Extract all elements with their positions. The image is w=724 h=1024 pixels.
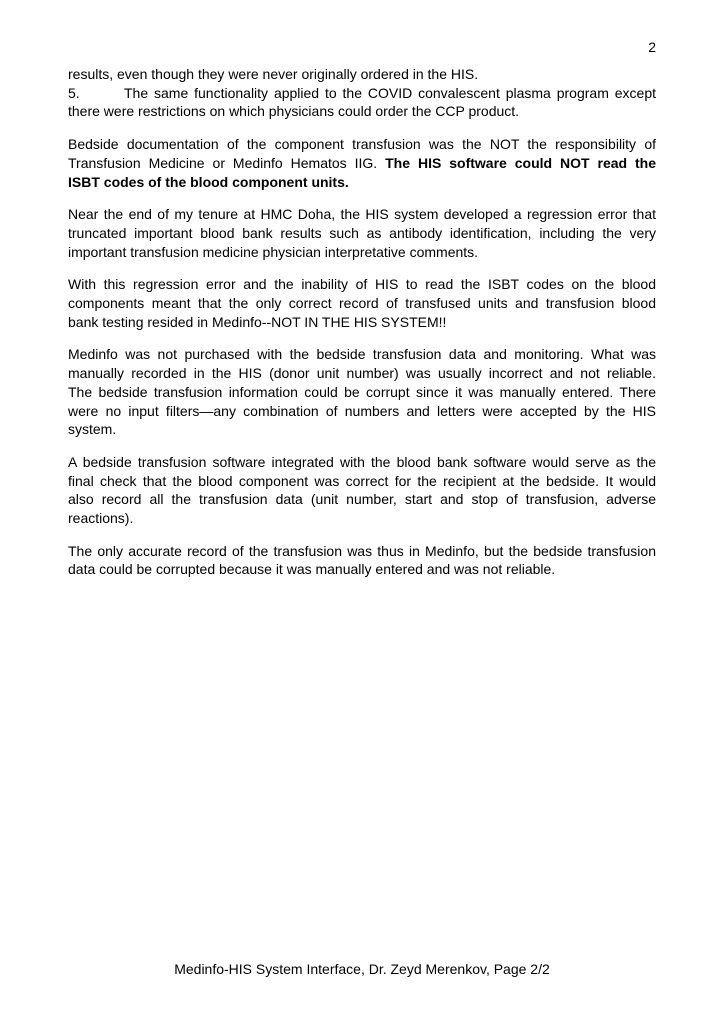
text-run: The only accurate record of the transfusion was thus in Medinfo, but the bedside transfusion: [68, 542, 656, 559]
paragraph: [68, 84, 656, 121]
bold-text-run: ISBT codes of the blood component units.: [68, 173, 349, 190]
text-line: [68, 490, 656, 509]
text-run: manually recorded in the HIS (donor unit number) was usually incorrect and not reliable.: [68, 365, 656, 382]
text-line: [68, 472, 656, 491]
paragraph: [68, 275, 656, 331]
paragraph: [68, 205, 656, 261]
paragraph: [68, 135, 656, 191]
text-line: [68, 313, 656, 332]
text-line: [68, 154, 656, 173]
text-run: data could be corrupted because it was manually entered and was not reliable.: [68, 561, 556, 578]
text-line: [68, 275, 656, 294]
paragraph: [68, 453, 656, 528]
text-run: Medinfo was not purchased with the bedside transfusion data and monitoring. What was: [68, 346, 656, 363]
text-run: there were restrictions on which physicians could order the CCP product.: [68, 103, 520, 120]
text-run: With this regression error and the inability of HIS to read the ISBT codes on the blood: [68, 276, 656, 293]
text-line: [68, 453, 656, 472]
text-run: system.: [68, 421, 117, 438]
text-line: [68, 383, 656, 402]
text-line: [68, 173, 656, 192]
text-run: The bedside transfusion information could be corrupt since it was manually entered. There: [68, 383, 656, 400]
text-line: [68, 205, 656, 224]
text-run: 5.: [68, 84, 80, 101]
paragraph: [68, 65, 656, 84]
text-line: [68, 65, 656, 84]
text-line: [68, 402, 656, 421]
paragraph: [68, 542, 656, 579]
page-footer: Medinfo-HIS System Interface, Dr. Zeyd Merenkov, Page 2/2: [174, 961, 550, 977]
text-line: [68, 542, 656, 561]
text-line: [68, 84, 656, 103]
text-run: were no input filters—any combination of numbers and letters were accepted by the HIS: [68, 402, 656, 419]
text-run: also record all the transfusion data (unit number, start and stop of transfusion, adverse: [68, 491, 656, 508]
text-run: Near the end of my tenure at HMC Doha, the HIS system developed a regression error that: [68, 206, 656, 223]
text-line: [68, 102, 656, 121]
text-run: Transfusion Medicine or Medinfo Hematos IIG.: [68, 154, 386, 171]
text-run: The same functionality applied to the COVID convalescent plasma program except: [124, 84, 656, 101]
document-blocks: [68, 65, 656, 579]
text-line: [68, 294, 656, 313]
bold-text-run: The HIS software could NOT read the: [385, 154, 657, 171]
text-line: [68, 135, 656, 154]
text-run: A bedside transfusion software integrated with the blood bank software would serve as the: [68, 453, 656, 470]
text-run: bank testing resided in Medinfo--NOT IN THE HIS SYSTEM!!: [68, 313, 447, 330]
text-line: [68, 560, 656, 579]
text-line: [68, 243, 656, 262]
text-run: Bedside documentation of the component transfusion was the NOT the responsibility of: [68, 136, 656, 153]
text-run: reactions).: [68, 510, 134, 527]
text-line: [68, 364, 656, 383]
text-line: [68, 420, 656, 439]
text-run: results, even though they were never originally ordered in the HIS.: [68, 66, 479, 82]
paragraph: [68, 345, 656, 439]
text-run: final check that the blood component was correct for the recipient at the bedside. It would: [68, 472, 656, 489]
text-line: [68, 345, 656, 364]
text-run: components meant that the only correct record of transfused units and transfusion blood: [68, 295, 656, 312]
text-run: important transfusion medicine physician interpretative comments.: [68, 243, 479, 260]
text-line: [68, 509, 656, 528]
page-number: 2: [648, 39, 656, 55]
text-run: truncated important blood bank results such as antibody identification, including the very: [68, 224, 656, 241]
text-line: [68, 224, 656, 243]
